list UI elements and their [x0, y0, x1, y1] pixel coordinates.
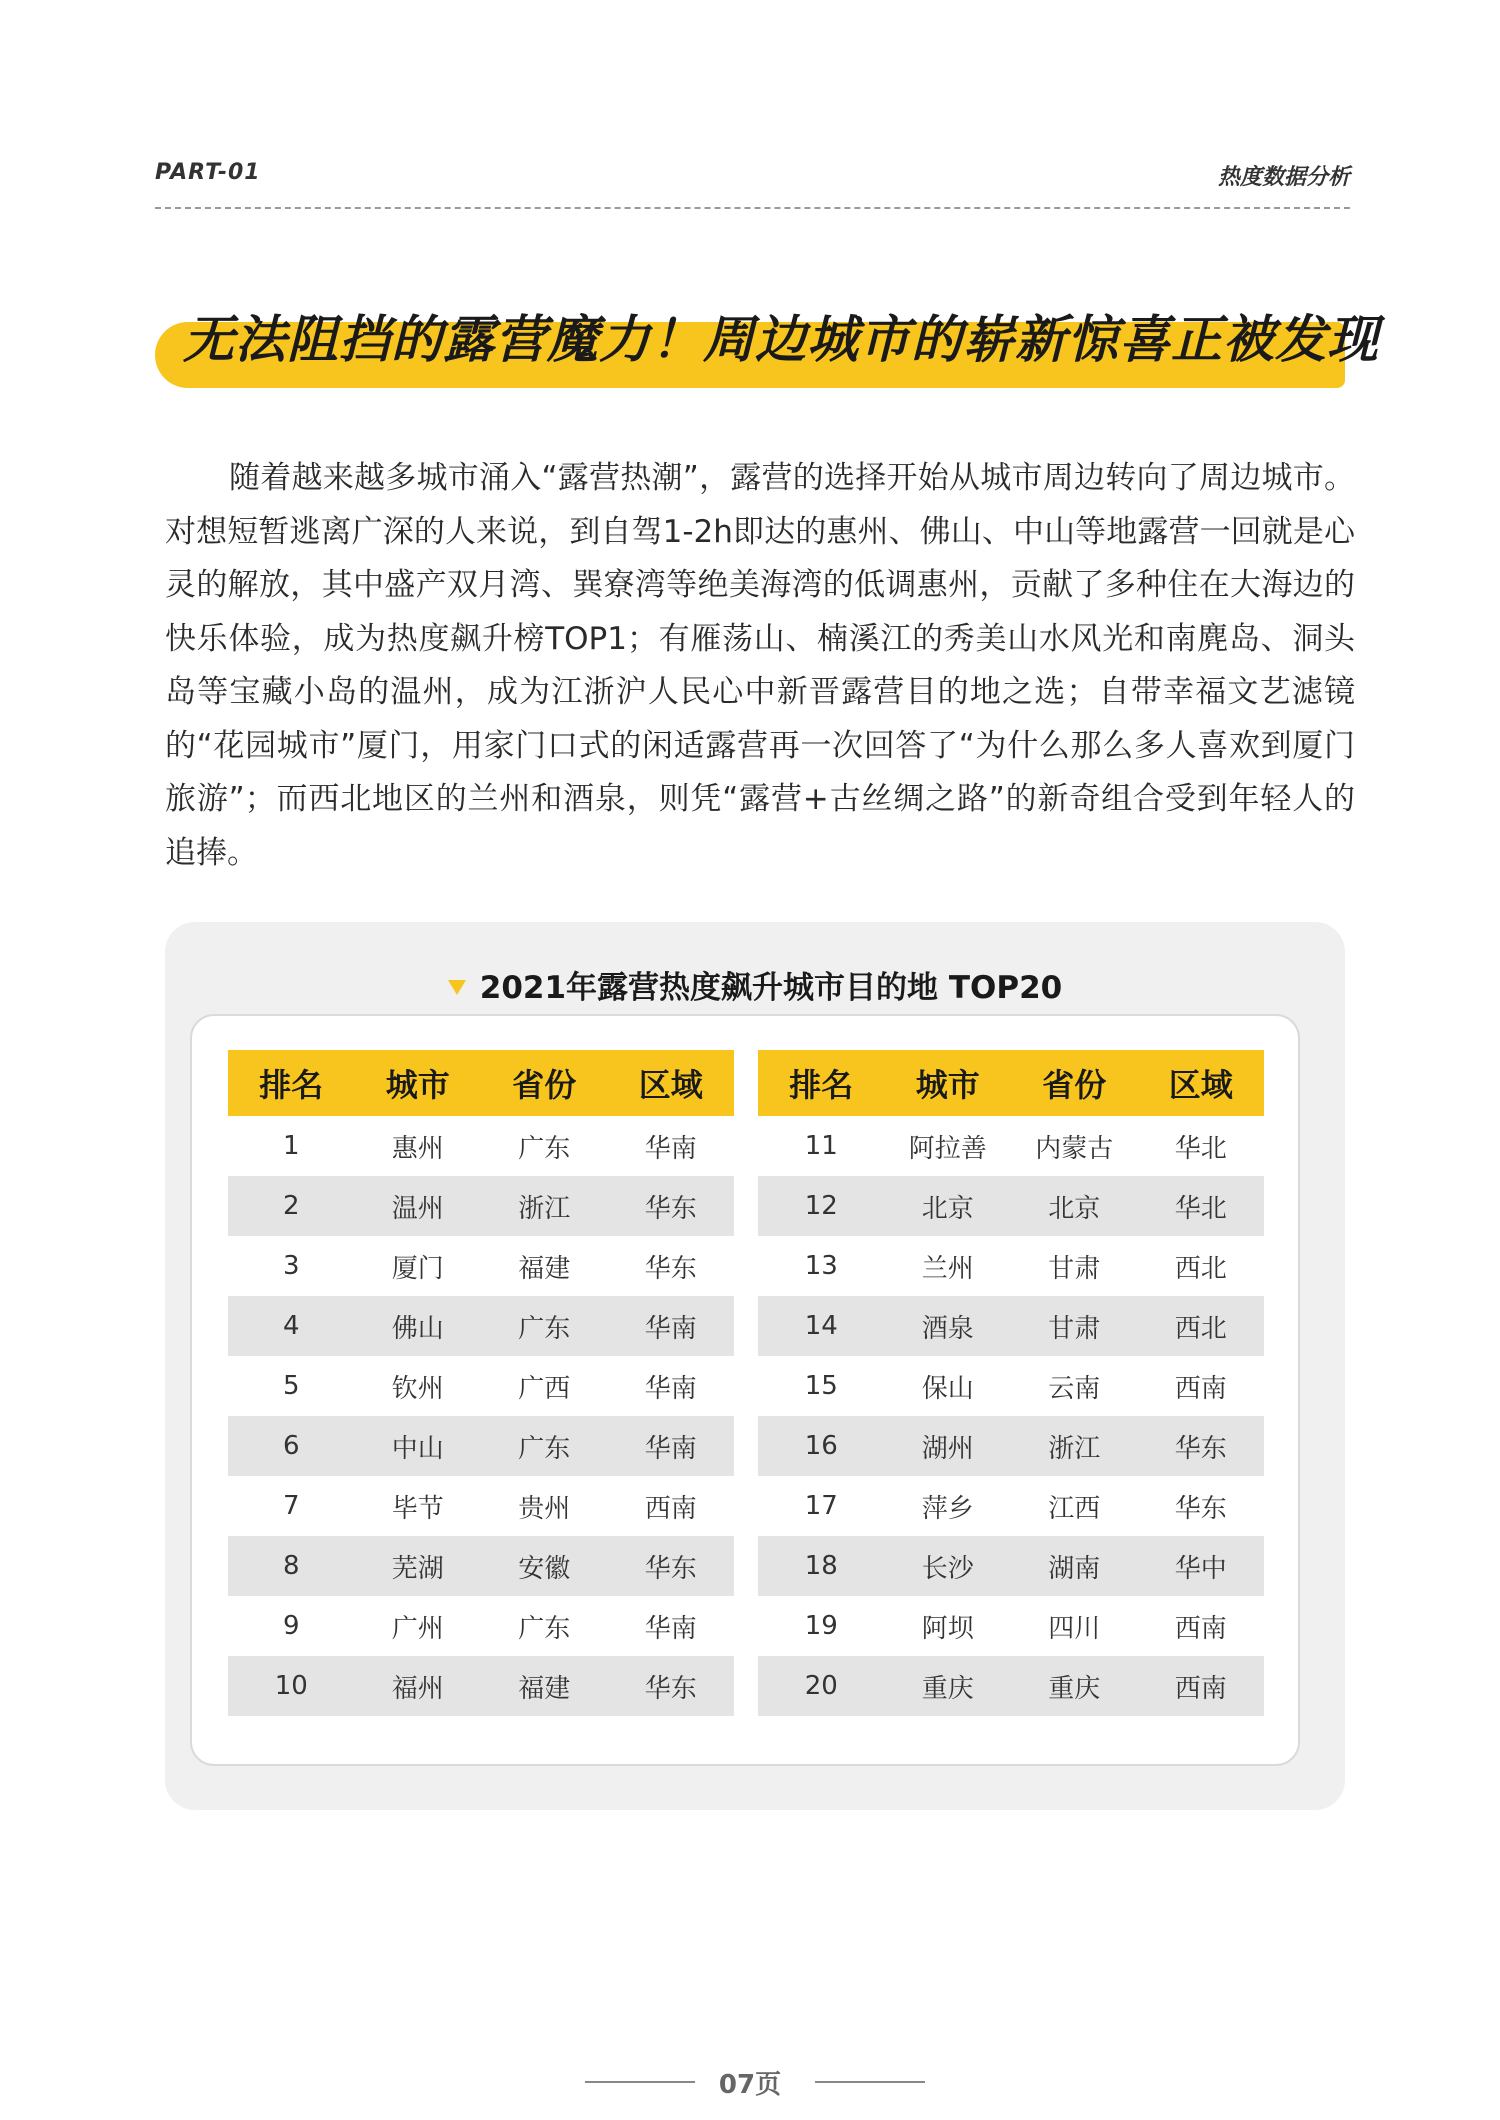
table-cell: 2	[228, 1176, 355, 1236]
table-cell: 温州	[355, 1176, 482, 1236]
table-row	[228, 1416, 734, 1476]
page-title: 无法阻挡的露营魔力！周边城市的崭新惊喜正被发现	[183, 311, 1380, 370]
table-cell: 湖州	[885, 1416, 1012, 1476]
table-cell: 华东	[608, 1176, 735, 1236]
header-divider	[155, 207, 1350, 209]
table-row	[228, 1236, 734, 1296]
table-cell: 厦门	[391, 1253, 444, 1284]
table-cell: 重庆	[1011, 1656, 1138, 1716]
table-cell: 13	[804, 1251, 838, 1281]
table-cell: 7	[282, 1491, 300, 1521]
table-cell: 20	[758, 1656, 885, 1716]
table-row	[758, 1416, 1264, 1476]
table-title	[165, 962, 1345, 1007]
table-cell: 5	[282, 1371, 300, 1401]
triangle-down-icon	[448, 980, 466, 995]
table-cell: 西南	[644, 1493, 697, 1524]
table-cell: 15	[804, 1371, 838, 1401]
intro-paragraph: 随着越来越多城市涌入“露营热潮”，露营的选择开始从城市周边转向了周边城市。对想短暂逃离广深的人来说，到自驾1-2h即达的惠州、佛山、中山等地露营一回就是心灵的解放，其中盛产双月湾、巽寮湾等绝美海湾的低调惠州，贡献了多种住在大海边的快乐体验，成为热度飙升榜TOP1；有雁荡山、楠溪江的秀美山水风光和南麂岛、洞头岛等宝藏小岛的温州，成为江浙沪人民心中新晋露营目的地之选；自带幸福文艺滤镜的“花园城市”厦门，用家门口式的闲适露营再一次回答了“为什么那么多人喜欢到厦门旅游”；而西北地区的兰州和酒泉，则凭“露营+古丝绸之路”的新奇组合受到年轻人的追捧。	[165, 460, 1355, 871]
table-cell: 华东	[608, 1536, 735, 1596]
table-header-row	[228, 1050, 734, 1116]
section-label: PART-01	[155, 160, 261, 185]
table-cell: 阿坝	[921, 1613, 974, 1644]
table-cell: 广西	[518, 1373, 571, 1404]
table-cell: 西南	[1174, 1613, 1227, 1644]
table-cell: 14	[758, 1296, 885, 1356]
table-cell: 6	[228, 1416, 355, 1476]
table-cell: 佛山	[355, 1296, 482, 1356]
table-cell: 华东	[1174, 1493, 1227, 1524]
table-cell: 华南	[608, 1416, 735, 1476]
table-row	[228, 1296, 734, 1356]
table-cell: 广东	[481, 1296, 608, 1356]
table-cell: 长沙	[885, 1536, 1012, 1596]
table-cell: 华南	[644, 1133, 697, 1164]
table-row	[228, 1176, 734, 1236]
table-cell: 华北	[1174, 1133, 1227, 1164]
table-cell: 保山	[921, 1373, 974, 1404]
table-cell: 9	[282, 1611, 300, 1641]
table-cell: 广东	[518, 1613, 571, 1644]
table-row	[228, 1116, 734, 1176]
table-cell: 北京	[885, 1176, 1012, 1236]
table-row	[758, 1116, 1264, 1176]
table-cell: 钦州	[391, 1373, 444, 1404]
table-cell: 浙江	[1011, 1416, 1138, 1476]
table-row	[228, 1656, 734, 1716]
table-cell: 兰州	[921, 1253, 974, 1284]
table-cell: 阿拉善	[908, 1133, 987, 1164]
table-cell: 北京	[1011, 1176, 1138, 1236]
table-cell: 8	[228, 1536, 355, 1596]
table-row	[228, 1476, 734, 1536]
table-row	[758, 1596, 1264, 1656]
table-cell: 福建	[518, 1253, 571, 1284]
table-cell: 华南	[644, 1613, 697, 1644]
table-cell: 湖南	[1011, 1536, 1138, 1596]
table-cell: 1	[282, 1131, 300, 1161]
column-header: 省份	[1011, 1050, 1138, 1116]
column-header: 区域	[1138, 1050, 1265, 1116]
table-cell: 16	[758, 1416, 885, 1476]
table-cell: 福建	[481, 1656, 608, 1716]
table-cell: 贵州	[518, 1493, 571, 1524]
table-header-row	[758, 1050, 1264, 1116]
table-cell: 18	[758, 1536, 885, 1596]
column-header: 省份	[481, 1050, 608, 1116]
ranking-panel	[165, 922, 1345, 1810]
table-cell: 3	[282, 1251, 300, 1281]
table-row	[758, 1476, 1264, 1536]
table-cell: 西南	[1174, 1373, 1227, 1404]
table-cell: 广东	[481, 1416, 608, 1476]
table-title-text: 2021年露营热度飙升城市目的地 TOP20	[479, 970, 1063, 1006]
table-cell: 华南	[608, 1296, 735, 1356]
table-cell: 萍乡	[921, 1493, 974, 1524]
table-cell: 西北	[1174, 1253, 1227, 1284]
table-cell: 西南	[1138, 1656, 1265, 1716]
footer-rule-right	[815, 2081, 925, 2083]
table-row	[758, 1296, 1264, 1356]
table-cell: 云南	[1048, 1373, 1101, 1404]
table-cell: 4	[228, 1296, 355, 1356]
table-row	[758, 1236, 1264, 1296]
table-cell: 四川	[1048, 1613, 1101, 1644]
table-cell: 甘肃	[1011, 1296, 1138, 1356]
table-cell: 华北	[1138, 1176, 1265, 1236]
table-cell: 19	[804, 1611, 838, 1641]
table-cell: 12	[758, 1176, 885, 1236]
table-cell: 华东	[608, 1656, 735, 1716]
table-row	[228, 1356, 734, 1416]
ranking-table-right	[758, 1050, 1264, 1716]
table-cell: 广东	[518, 1133, 571, 1164]
table-cell: 中山	[355, 1416, 482, 1476]
table-cell: 江西	[1048, 1493, 1101, 1524]
table-cell: 浙江	[481, 1176, 608, 1236]
table-cell: 华东	[644, 1253, 697, 1284]
ranking-table-left	[228, 1050, 734, 1716]
column-header: 排名	[228, 1050, 355, 1116]
table-cell: 惠州	[391, 1133, 444, 1164]
table-row	[228, 1596, 734, 1656]
table-cell: 11	[804, 1131, 838, 1161]
table-cell: 华中	[1138, 1536, 1265, 1596]
table-cell: 福州	[355, 1656, 482, 1716]
table-cell: 毕节	[391, 1493, 444, 1524]
table-row	[758, 1176, 1264, 1236]
column-header: 城市	[885, 1050, 1012, 1116]
table-cell: 酒泉	[885, 1296, 1012, 1356]
section-topic: 热度数据分析	[1217, 165, 1350, 190]
table-cell: 重庆	[885, 1656, 1012, 1716]
table-cell: 芜湖	[355, 1536, 482, 1596]
table-cell: 华东	[1138, 1416, 1265, 1476]
ranking-card	[190, 1014, 1300, 1766]
table-row	[758, 1656, 1264, 1716]
table-row	[228, 1536, 734, 1596]
table-cell: 华南	[644, 1373, 697, 1404]
table-cell: 安徽	[481, 1536, 608, 1596]
table-cell: 17	[804, 1491, 838, 1521]
page-number: 07页	[718, 2070, 782, 2100]
table-cell: 甘肃	[1048, 1253, 1101, 1284]
table-cell: 广州	[391, 1613, 444, 1644]
table-cell: 西北	[1138, 1296, 1265, 1356]
table-row	[758, 1356, 1264, 1416]
column-header: 城市	[355, 1050, 482, 1116]
table-cell: 内蒙古	[1035, 1133, 1114, 1164]
table-cell: 10	[228, 1656, 355, 1716]
column-header: 区域	[608, 1050, 735, 1116]
column-header: 排名	[758, 1050, 885, 1116]
table-row	[758, 1536, 1264, 1596]
